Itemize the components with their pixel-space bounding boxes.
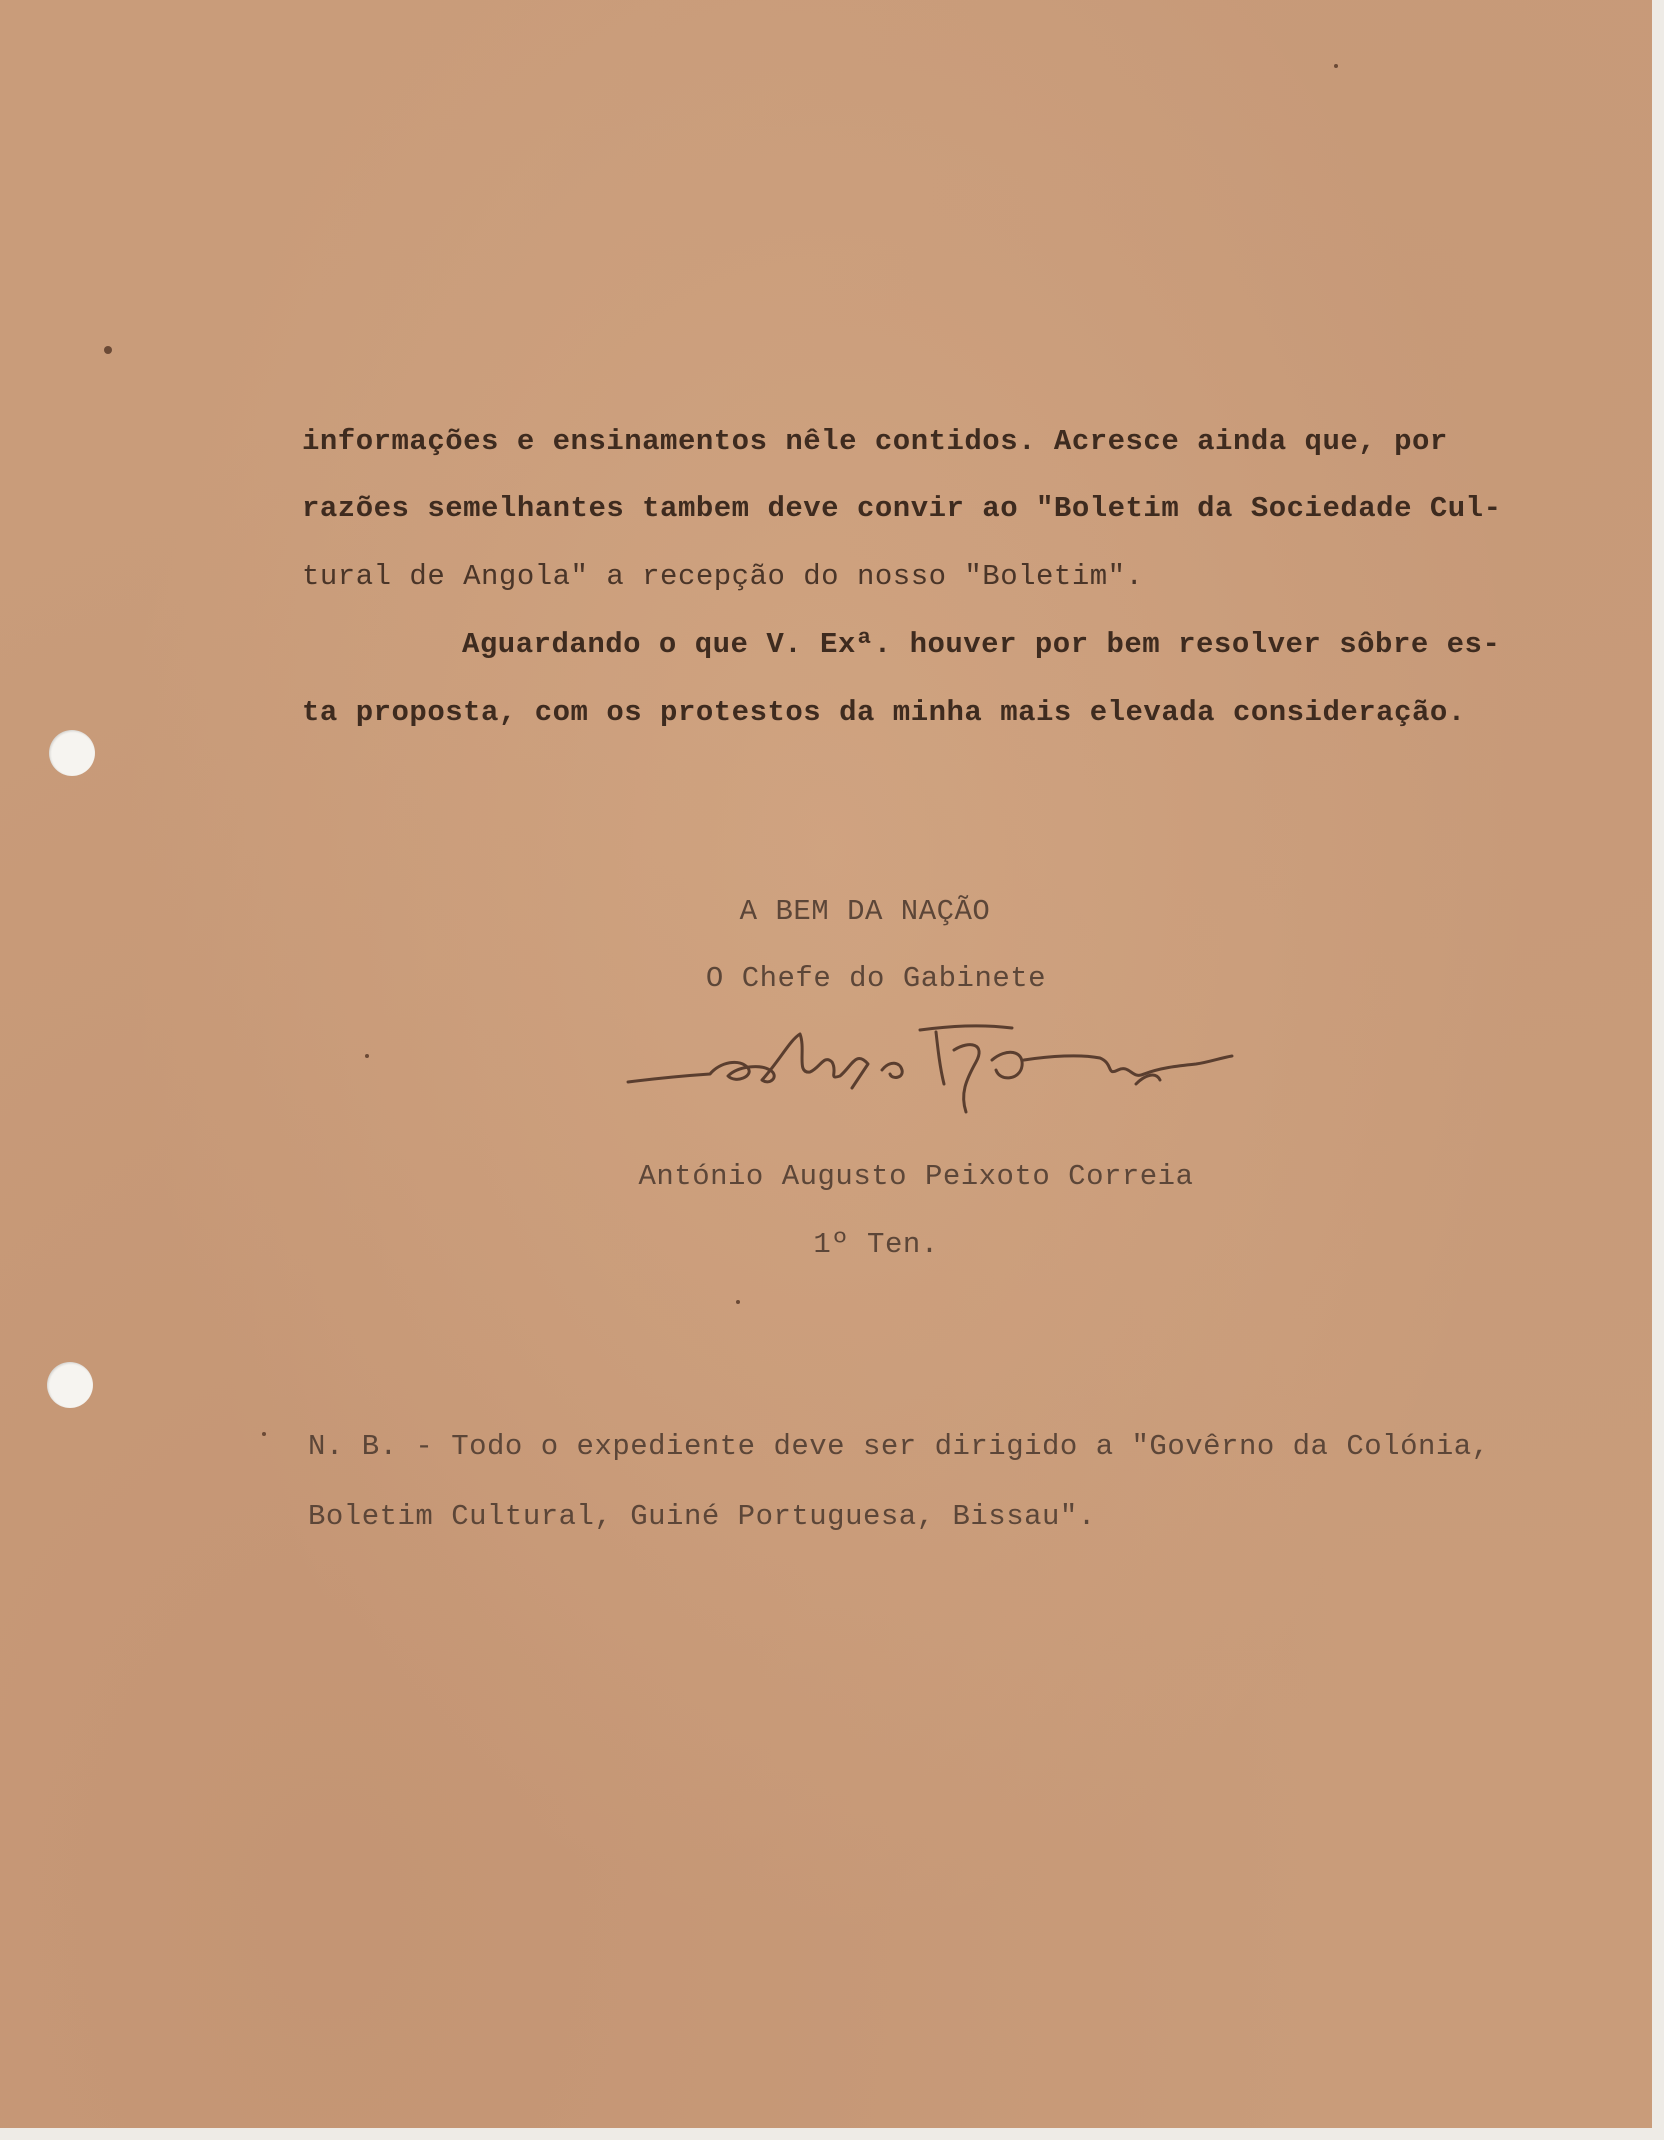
body-line-3: tural de Angola" a recepção do nosso "Boletim". — [302, 560, 1144, 593]
signatory-rank: 1º Ten. — [813, 1228, 939, 1261]
body-line-1: informações e ensinamentos nêle contidos. Acresce ainda que, por — [302, 425, 1448, 458]
scan-margin-bottom — [0, 2128, 1664, 2140]
ink-speck — [262, 1432, 266, 1436]
signatory-name: António Augusto Peixoto Correia — [638, 1160, 1194, 1193]
ink-speck — [1334, 64, 1338, 68]
ink-speck — [104, 346, 112, 354]
office-title: O Chefe do Gabinete — [705, 962, 1047, 995]
punch-hole-top — [49, 730, 95, 776]
handwritten-signature — [620, 1010, 1250, 1120]
salutation: A BEM DA NAÇÃO — [739, 895, 991, 928]
note-line-1: N. B. - Todo o expediente deve ser dirigido a "Govêrno da Colónia, — [308, 1430, 1490, 1463]
scan-margin-right — [1652, 0, 1664, 2140]
closing-line-2: ta proposta, com os protestos da minha mais elevada consideração. — [302, 696, 1466, 729]
ink-speck — [365, 1054, 369, 1058]
body-line-2: razões semelhantes tambem deve convir ao "Boletim da Sociedade Cul- — [302, 492, 1502, 525]
ink-speck — [736, 1300, 740, 1304]
closing-line-1: Aguardando o que V. Exª. houver por bem resolver sôbre es- — [462, 628, 1501, 661]
note-line-2: Boletim Cultural, Guiné Portuguesa, Bissau". — [308, 1500, 1096, 1533]
punch-hole-bottom — [47, 1362, 93, 1408]
